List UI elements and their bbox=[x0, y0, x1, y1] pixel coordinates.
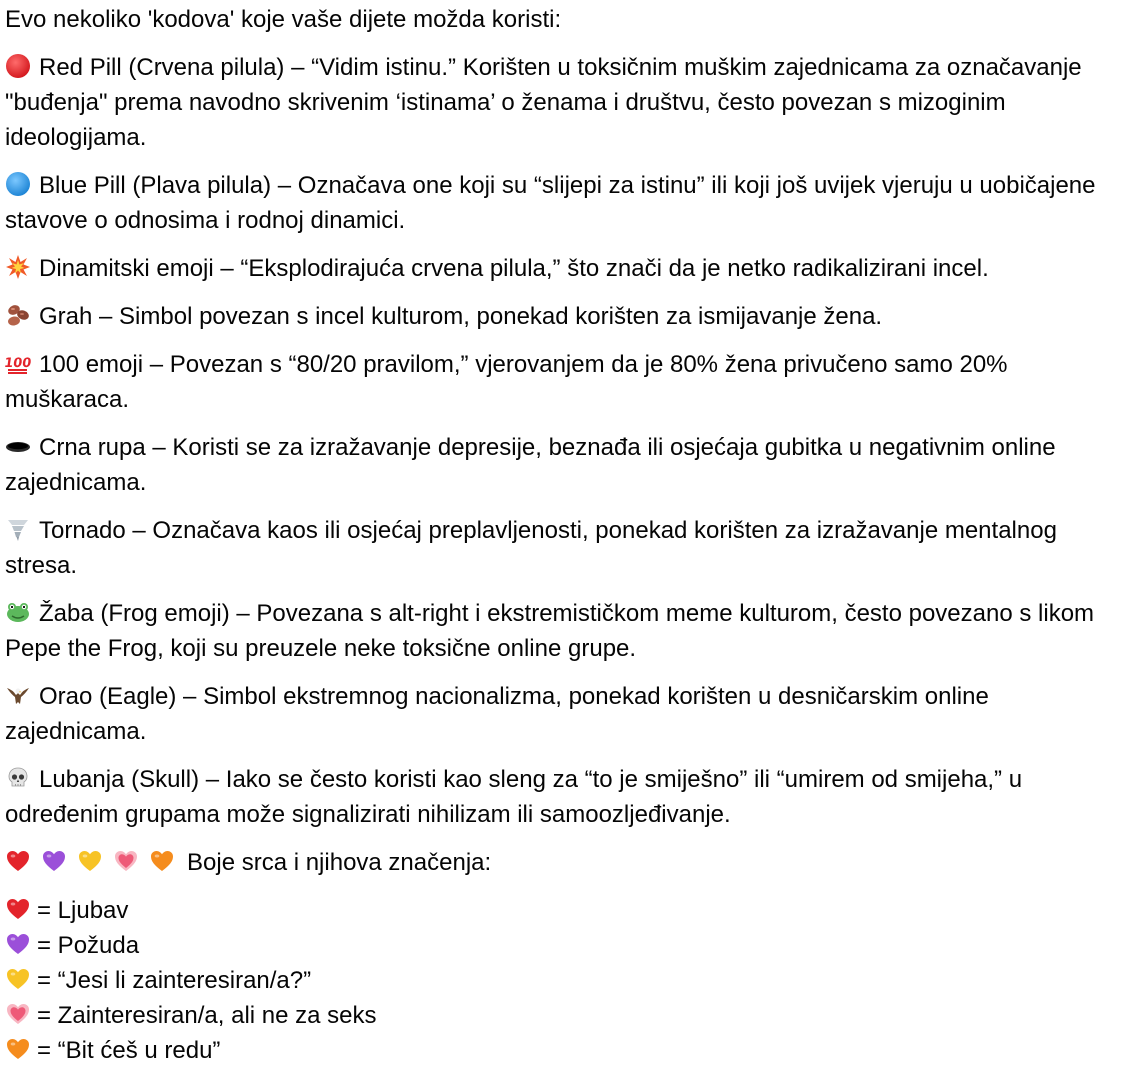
hearts-heading: Boje srca i njihova značenja: bbox=[187, 849, 492, 876]
code-item-text: 100 emoji – Povezan s “80/20 pravilom,” vjerovanjem da je 80% žena privučeno samo 20% muškaraca. bbox=[5, 351, 1008, 413]
skull-icon bbox=[5, 765, 31, 791]
tornado-icon bbox=[5, 516, 31, 542]
codes-list bbox=[5, 50, 1133, 832]
growing-heart-icon bbox=[5, 1001, 31, 1027]
red-heart-icon bbox=[5, 896, 31, 922]
heart-legend-item bbox=[5, 1033, 1133, 1068]
heart-legend-text: = Ljubav bbox=[37, 897, 129, 924]
code-item bbox=[5, 347, 1133, 417]
code-item bbox=[5, 168, 1133, 238]
hole-icon bbox=[5, 433, 31, 459]
code-item bbox=[5, 513, 1133, 583]
heart-legend-item bbox=[5, 893, 1133, 928]
heart-legend-text: = “Jesi li zainteresiran/a?” bbox=[37, 967, 312, 994]
heart-legend-text: = Zainteresiran/a, ali ne za seks bbox=[37, 1002, 377, 1029]
hearts-heading-row bbox=[5, 845, 1133, 880]
code-item bbox=[5, 299, 1133, 334]
heart-legend-item bbox=[5, 928, 1133, 963]
growing-heart-icon bbox=[113, 848, 139, 874]
code-item-text: Blue Pill (Plava pilula) – Označava one koji su “slijepi za istinu” ili koji još uvijek vjeruju u uobičajene stavove o odnosima i rodnoj dinamici. bbox=[5, 172, 1096, 234]
code-item-text: Grah – Simbol povezan s incel kulturom, ponekad korišten za ismijavanje žena. bbox=[39, 303, 883, 330]
intro-text: Evo nekoliko 'kodova' koje vaše dijete možda koristi: bbox=[5, 6, 562, 33]
heart-legend-item bbox=[5, 998, 1133, 1033]
svg-text:100: 100 bbox=[3, 356, 33, 371]
code-item bbox=[5, 251, 1133, 286]
blue-circle-icon bbox=[5, 171, 31, 197]
code-item-text: Orao (Eagle) – Simbol ekstremnog nacionalizma, ponekad korišten u desničarskim online zajednicama. bbox=[5, 683, 989, 745]
beans-icon bbox=[5, 302, 31, 328]
explosion-icon bbox=[5, 254, 31, 280]
code-item bbox=[5, 430, 1133, 500]
code-item-text: Dinamitski emoji – “Eksplodirajuća crvena pilula,” što znači da je netko radikalizirani incel. bbox=[39, 255, 989, 282]
eagle-icon bbox=[5, 682, 31, 708]
code-item bbox=[5, 596, 1133, 666]
heart-legend-text: = “Bit ćeš u redu” bbox=[37, 1037, 221, 1064]
purple-heart-icon bbox=[41, 848, 67, 874]
orange-heart-icon bbox=[149, 848, 175, 874]
yellow-heart-icon bbox=[77, 848, 103, 874]
code-item-text: Red Pill (Crvena pilula) – “Vidim istinu.” Korišten u toksičnim muškim zajednicama za označavanje "buđenja" prema navodno skrivenim ‘istinama’ o ženama i društvu, često povezan s mizoginim ideologijama. bbox=[5, 54, 1082, 151]
orange-heart-icon bbox=[5, 1036, 31, 1062]
hundred-points-icon bbox=[5, 350, 31, 376]
heart-legend-item bbox=[5, 963, 1133, 998]
code-item bbox=[5, 679, 1133, 749]
frog-icon bbox=[5, 599, 31, 625]
hearts-legend bbox=[5, 893, 1133, 1068]
code-item-text: Tornado – Označava kaos ili osjećaj preplavljenosti, ponekad korišten za izražavanje mentalnog stresa. bbox=[5, 517, 1057, 579]
code-item-text: Crna rupa – Koristi se za izražavanje depresije, beznađa ili osjećaja gubitka u negativnim online zajednicama. bbox=[5, 434, 1056, 496]
yellow-heart-icon bbox=[5, 966, 31, 992]
purple-heart-icon bbox=[5, 931, 31, 957]
code-item-text: Lubanja (Skull) – Iako se često koristi kao sleng za “to je smiješno” ili “umirem od smijeha,” u određenim grupama može signalizirati nihilizam ili samoozljeđivanje. bbox=[5, 766, 1023, 828]
code-item bbox=[5, 50, 1133, 155]
red-circle-icon bbox=[5, 53, 31, 79]
code-item-text: Žaba (Frog emoji) – Povezana s alt-right i ekstremističkom meme kulturom, često povezano s likom Pepe the Frog, koji su preuzele neke toksične online grupe. bbox=[5, 600, 1095, 662]
code-item bbox=[5, 762, 1133, 832]
hearts-row-icons bbox=[5, 849, 185, 876]
heart-legend-text: = Požuda bbox=[37, 932, 140, 959]
red-heart-icon bbox=[5, 848, 31, 874]
